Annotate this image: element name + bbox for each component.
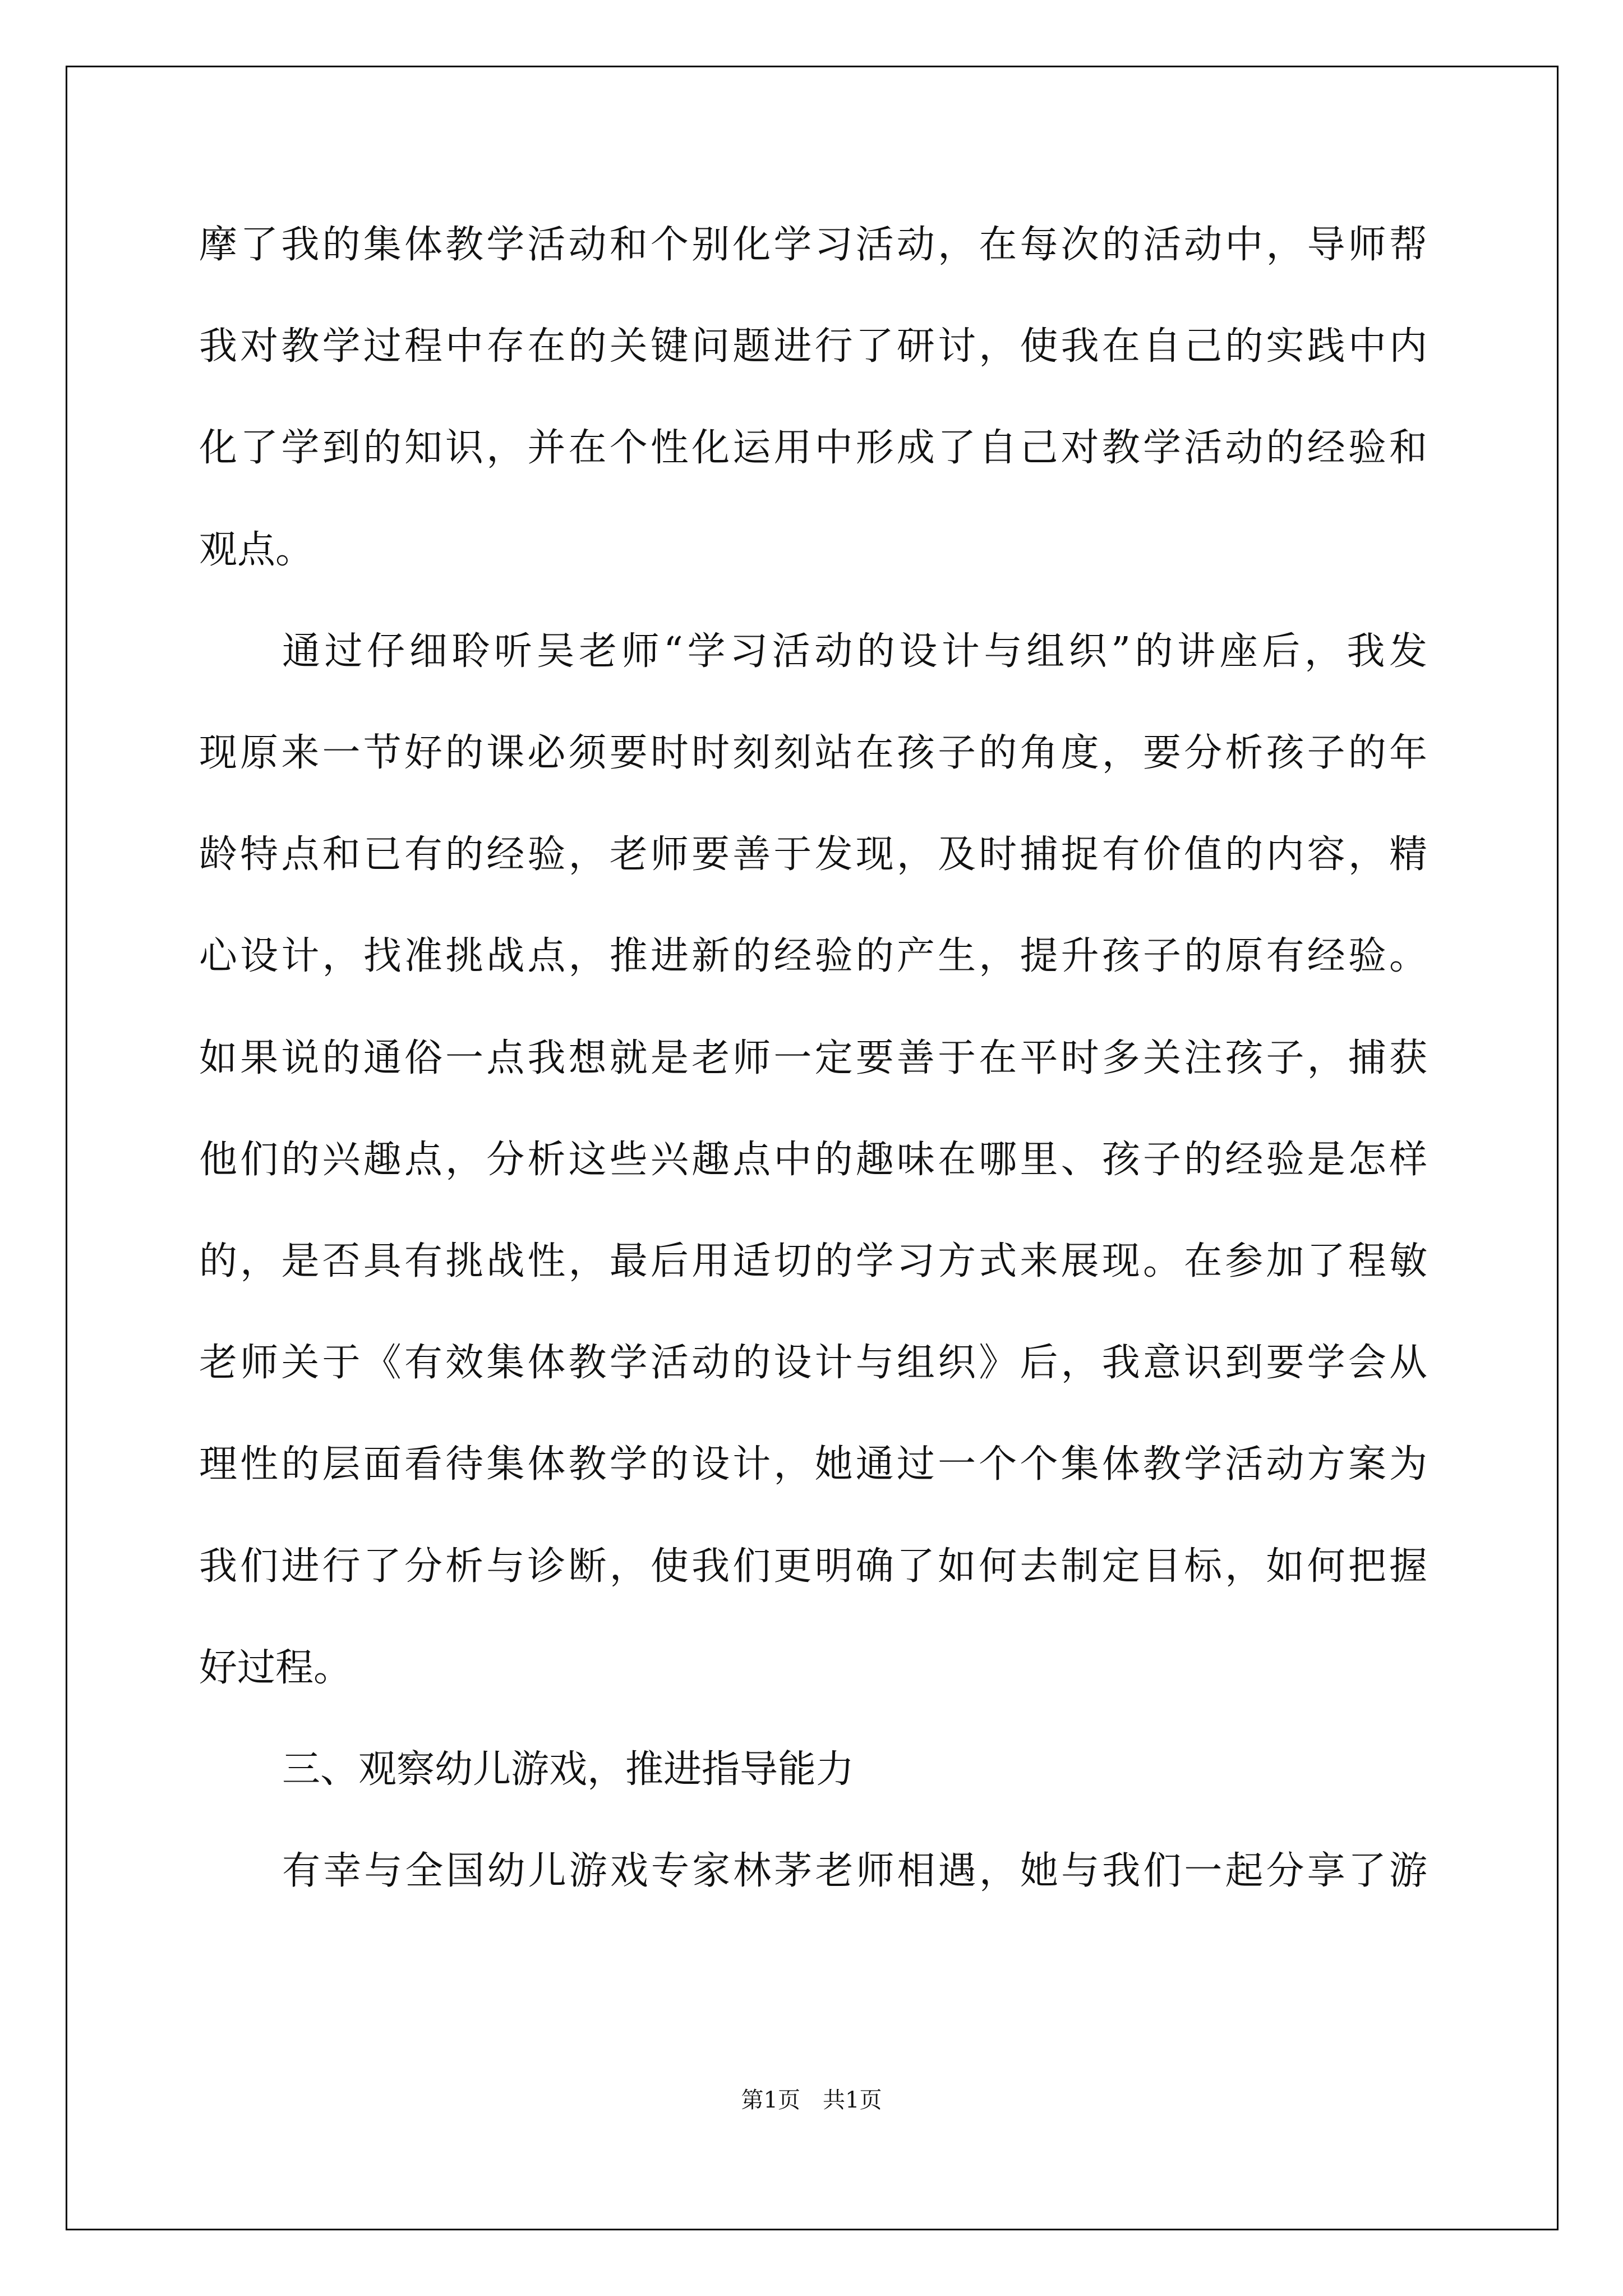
text-line: 心设计，找准挑战点，推进新的经验的产生，提升孩子的原有经验。 <box>199 934 1427 978</box>
text-line: 龄特点和已有的经验，老师要善于发现，及时捕捉有价值的内容，精 <box>199 832 1427 877</box>
text-line: 观点。 <box>199 528 314 572</box>
text-line: 理性的层面看待集体教学的设计，她通过一个个集体教学活动方案为 <box>199 1442 1427 1487</box>
text-line: 通过仔细聆听吴老师“学习活动的设计与组织”的讲座后，我发 <box>282 629 1427 674</box>
text-line: 摩了我的集体教学活动和个别化学习活动，在每次的活动中，导师帮 <box>199 223 1427 267</box>
text-line: 老师关于《有效集体教学活动的设计与组织》后，我意识到要学会从 <box>199 1341 1427 1385</box>
page-footer <box>0 2086 1623 2114</box>
text-line: 我们进行了分析与诊断，使我们更明确了如何去制定目标，如何把握 <box>199 1544 1427 1589</box>
text-line: 三、观察幼儿游戏，推进指导能力 <box>282 1747 855 1792</box>
text-line: 好过程。 <box>199 1646 352 1690</box>
text-line: 如果说的通俗一点我想就是老师一定要善于在平时多关注孩子，捕获 <box>199 1036 1427 1080</box>
text-line: 有幸与全国幼儿游戏专家林茅老师相遇，她与我们一起分享了游 <box>282 1849 1427 1893</box>
page-number: 第1页 <box>741 2087 800 2113</box>
text-line: 的，是否具有挑战性，最后用适切的学习方式来展现。在参加了程敏 <box>199 1239 1427 1283</box>
text-line: 现原来一节好的课必须要时时刻刻站在孩子的角度，要分析孩子的年 <box>199 731 1427 775</box>
text-line: 他们的兴趣点，分析这些兴趣点中的趣味在哪里、孩子的经验是怎样 <box>199 1138 1427 1182</box>
page-total: 共1页 <box>823 2087 882 2113</box>
text-line: 我对教学过程中存在的关键问题进行了研讨，使我在自己的实践中内 <box>199 324 1427 369</box>
text-line: 化了学到的知识，并在个性化运用中形成了自己对教学活动的经验和 <box>199 426 1427 470</box>
